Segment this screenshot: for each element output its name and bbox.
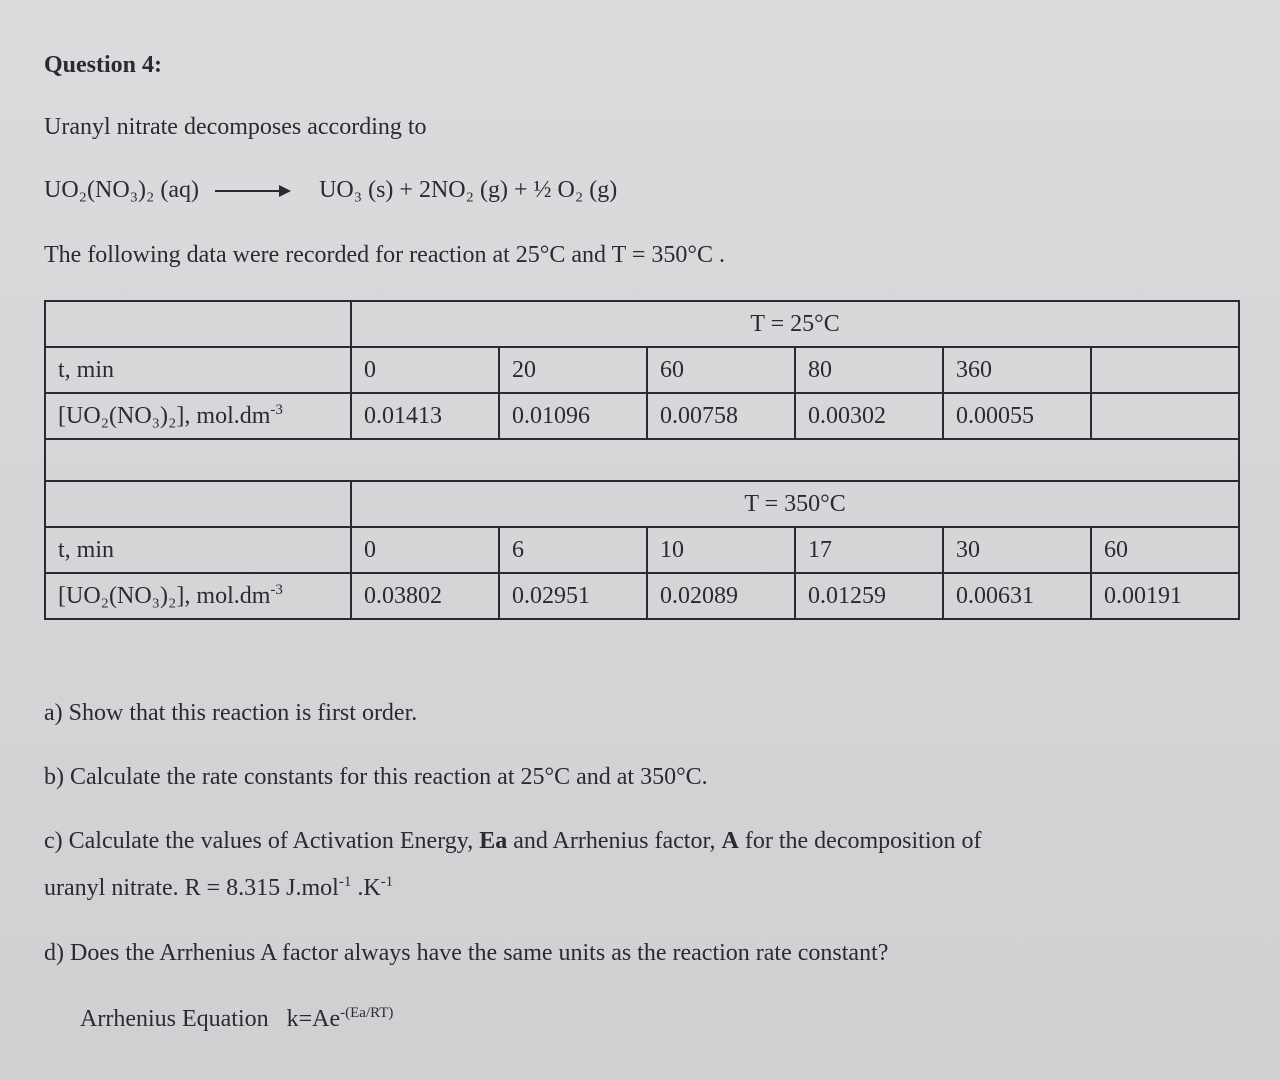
time-25c-cell: 80 <box>795 347 943 393</box>
part-c-line1 <box>44 828 981 855</box>
table-row <box>45 301 1239 347</box>
conc-unit-exponent: -3 <box>270 582 283 598</box>
table-row <box>45 573 1239 619</box>
time-25c-cell: 360 <box>943 347 1091 393</box>
conc-25c-cell: 0.00758 <box>647 393 795 439</box>
part-b: b) Calculate the rate constants for this reaction at 25°C and at 350°C. <box>44 764 708 790</box>
time-350c-cell: 30 <box>943 527 1091 573</box>
table-cell <box>45 301 351 347</box>
table-row <box>45 439 1239 481</box>
part-d: d) Does the Arrhenius A factor always have the same units as the reaction rate constant? <box>44 940 889 966</box>
part-c-text: c) Calculate the values of Activation Energy, <box>44 828 480 854</box>
arrhenius-label: Arrhenius Equation <box>80 1006 269 1032</box>
conc-25c-cell: 0.00302 <box>795 393 943 439</box>
conc-350c-cell: 0.00191 <box>1091 573 1239 619</box>
gas-constant-exp1: -1 <box>338 874 352 890</box>
table-row <box>45 481 1239 527</box>
equation-products: UO₃ (s) + 2NO₂ (g) + ½ O₂ (g) <box>319 177 618 203</box>
conc-350c-cell: 0.02089 <box>647 573 795 619</box>
header-350c: T = 350°C <box>351 481 1239 527</box>
conc-25c-cell: 0.00055 <box>943 393 1091 439</box>
conc-25c-cell <box>1091 393 1239 439</box>
header-25c: T = 25°C <box>351 301 1239 347</box>
gas-constant-unit: .K <box>351 875 381 901</box>
table-row <box>45 393 1239 439</box>
table-spacer-row <box>45 439 1239 481</box>
time-label-25c: t, min <box>45 347 351 393</box>
table-row <box>45 347 1239 393</box>
data-note: The following data were recorded for reaction at 25°C and T = 350°C . <box>44 242 725 268</box>
time-350c-cell: 60 <box>1091 527 1239 573</box>
time-25c-cell: 0 <box>351 347 499 393</box>
time-25c-cell: 60 <box>647 347 795 393</box>
time-25c-cell: 20 <box>499 347 647 393</box>
time-350c-cell: 0 <box>351 527 499 573</box>
time-350c-cell: 17 <box>795 527 943 573</box>
conc-unit-exponent: -3 <box>270 402 283 418</box>
conc-25c-cell: 0.01096 <box>499 393 647 439</box>
part-c-text: and Arrhenius factor, <box>507 828 722 854</box>
arrhenius-formula: k=Ae <box>286 1006 341 1032</box>
conc-label-text: [UO₂(NO₃)₂], mol.dm <box>58 403 271 429</box>
time-350c-cell: 10 <box>647 527 795 573</box>
conc-350c-cell: 0.00631 <box>943 573 1091 619</box>
conc-label-25c <box>45 393 351 439</box>
time-350c-cell: 6 <box>499 527 647 573</box>
conc-350c-cell: 0.03802 <box>351 573 499 619</box>
part-c-text: for the decomposition of <box>738 828 982 854</box>
part-c-a: A <box>721 828 739 854</box>
conc-label-350c <box>45 573 351 619</box>
conc-350c-cell: 0.01259 <box>795 573 943 619</box>
arrhenius-equation <box>80 1005 393 1033</box>
reaction-arrow-icon <box>215 190 287 192</box>
reaction-equation <box>44 177 617 204</box>
part-c-ea: Ea <box>479 828 508 854</box>
equation-reactant: UO₂(NO₃)₂ (aq) <box>44 177 200 203</box>
part-a: a) Show that this reaction is first order. <box>44 700 418 726</box>
table-row <box>45 527 1239 573</box>
conc-350c-cell: 0.02951 <box>499 573 647 619</box>
arrhenius-exponent: -(Ea/RT) <box>340 1005 394 1021</box>
table-cell <box>45 481 351 527</box>
conc-label-text: [UO₂(NO₃)₂], mol.dm <box>58 583 271 609</box>
part-c-line2 <box>44 874 393 902</box>
gas-constant-exp2: -1 <box>380 874 394 890</box>
question-title: Question 4: <box>44 52 163 78</box>
kinetics-data-table <box>44 300 1240 620</box>
time-label-350c: t, min <box>45 527 351 573</box>
intro-text: Uranyl nitrate decomposes according to <box>44 114 427 140</box>
gas-constant-text: uranyl nitrate. R = 8.315 J.mol <box>44 875 339 901</box>
time-25c-cell <box>1091 347 1239 393</box>
conc-25c-cell: 0.01413 <box>351 393 499 439</box>
